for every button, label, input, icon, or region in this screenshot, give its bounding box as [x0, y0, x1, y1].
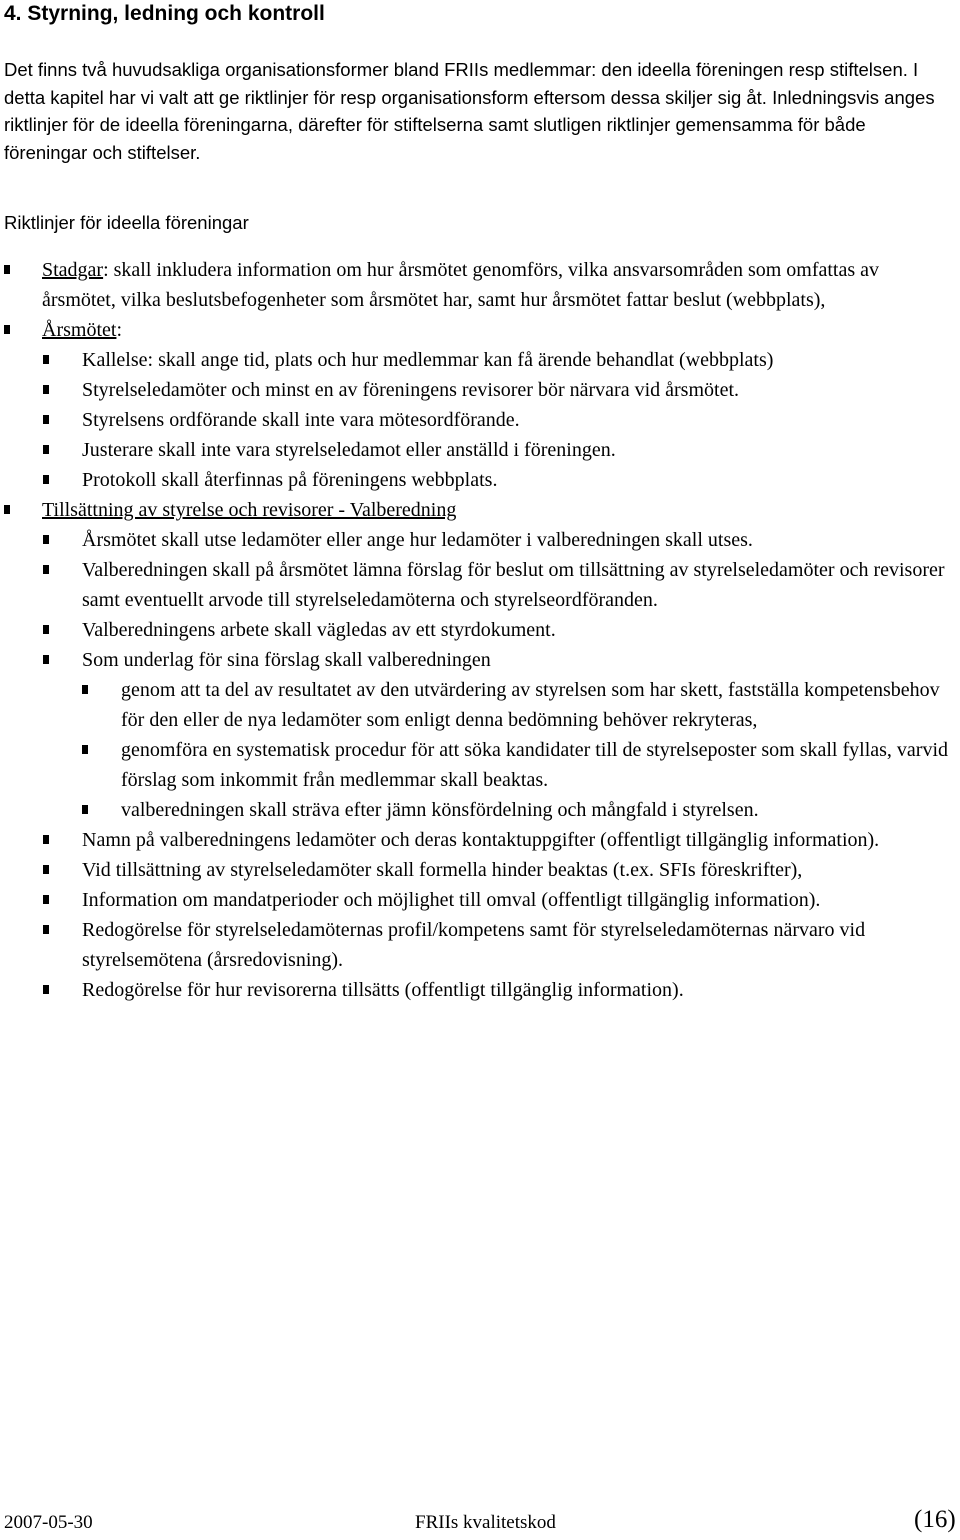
bullet-icon	[43, 625, 49, 634]
item-underlined: Årsmötet	[42, 319, 117, 341]
item-text: Namn på valberedningens ledamöter och deras kontaktuppgifter (offentligt tillgänglig information).	[82, 829, 880, 851]
list-item	[0, 795, 955, 825]
list-item	[0, 975, 955, 1005]
item-text: Redogörelse för styrelseledamöternas profil/kompetens samt för styrelseledamöternas närvaro vid styrelsemötena (årsredovisning).	[82, 919, 866, 971]
item-text: Valberedningen skall på årsmötet lämna förslag för beslut om tillsättning av styrelseledamöter och revisorer samt eventuellt arvode till styrelseledamöterna och styrelseordföranden.	[82, 559, 945, 611]
bullet-icon	[43, 985, 49, 994]
footer-title: FRIIs kvalitetskod	[415, 1512, 556, 1533]
intro-paragraph: Det finns två huvudsakliga organisationsformer bland FRIIs medlemmar: den ideella föreningen resp stiftelsen. I detta kapitel har vi valt att ge riktlinjer för resp organisationsform eftersom dessa skiljer sig åt. Inledningsvis anges riktlinjer för de ideella föreningarna, därefter för stiftelserna samt slutligen riktlinjer gemensamma för både föreningar och stiftelser.	[4, 59, 935, 163]
list-item	[0, 315, 955, 345]
bullet-icon	[43, 475, 49, 484]
bullet-icon	[43, 895, 49, 904]
bullet-icon	[82, 685, 88, 694]
guideline-list	[0, 255, 955, 1005]
subheading: Riktlinjer för ideella föreningar	[4, 212, 249, 233]
list-item	[0, 645, 955, 675]
bullet-icon	[4, 505, 10, 514]
item-text: Redogörelse för hur revisorerna tillsätts (offentligt tillgänglig information).	[82, 979, 684, 1001]
bullet-icon	[43, 385, 49, 394]
list-item	[0, 855, 955, 885]
item-text: Justerare skall inte vara styrelseledamot eller anställd i föreningen.	[82, 439, 616, 461]
footer-date: 2007-05-30	[4, 1512, 93, 1533]
bullet-icon	[82, 745, 88, 754]
bullet-icon	[4, 265, 10, 274]
section-heading: 4. Styrning, ledning och kontroll	[4, 2, 325, 25]
list-item	[0, 345, 955, 375]
item-text: genomföra en systematisk procedur för att söka kandidater till de styrelseposter som skall fyllas, varvid förslag som inkommit från medlemmar skall beaktas.	[121, 739, 949, 791]
item-text: Som underlag för sina förslag skall valberedningen	[82, 649, 491, 671]
item-text: Styrelsens ordförande skall inte vara mötesordförande.	[82, 409, 520, 431]
item-underlined: Tillsättning av styrelse och revisorer - Valberedning	[42, 499, 457, 521]
list-item	[0, 735, 955, 795]
list-item	[0, 495, 955, 525]
bullet-icon	[43, 565, 49, 574]
item-text: :	[116, 319, 122, 341]
list-item	[0, 885, 955, 915]
list-item	[0, 825, 955, 855]
bullet-icon	[43, 355, 49, 364]
list-item	[0, 375, 955, 405]
item-text: Årsmötet skall utse ledamöter eller ange hur ledamöter i valberedningen skall utses.	[82, 529, 753, 551]
bullet-icon	[43, 415, 49, 424]
bullet-icon	[43, 865, 49, 874]
item-text: Kallelse: skall ange tid, plats och hur medlemmar kan få ärende behandlat (webbplats)	[82, 349, 774, 371]
item-text: Information om mandatperioder och möjlighet till omval (offentligt tillgänglig information).	[82, 889, 821, 911]
list-item	[0, 465, 955, 495]
bullet-icon	[43, 655, 49, 664]
item-text: Protokoll skall återfinnas på föreningens webbplats.	[82, 469, 498, 491]
list-item	[0, 615, 955, 645]
bullet-icon	[82, 805, 88, 814]
item-text: Styrelseledamöter och minst en av föreningens revisorer bör närvara vid årsmötet.	[82, 379, 740, 401]
bullet-icon	[4, 325, 10, 334]
item-text: Vid tillsättning av styrelseledamöter skall formella hinder beaktas (t.ex. SFIs föreskrifter),	[82, 859, 803, 881]
list-item	[0, 915, 955, 975]
item-text: : skall inkludera information om hur årsmötet genomförs, vilka ansvarsområden som omfattas av årsmötet, vilka beslutsbefogenheter som årsmötet har, samt hur årsmötet fattar beslut (webbplats),	[42, 259, 880, 311]
list-item	[0, 405, 955, 435]
item-text: genom att ta del av resultatet av den utvärdering av styrelsen som har skett, fastställa kompetensbehov för den eller de nya ledamöter som enligt denna bedömning behöver rekryteras,	[121, 679, 940, 731]
item-text: valberedningen skall sträva efter jämn könsfördelning och mångfald i styrelsen.	[121, 799, 759, 821]
list-item	[0, 555, 955, 615]
bullet-icon	[43, 445, 49, 454]
list-item	[0, 255, 955, 315]
page-number: (16)	[914, 1506, 956, 1533]
list-item	[0, 675, 955, 735]
bullet-icon	[43, 535, 49, 544]
item-underlined: Stadgar	[42, 259, 104, 281]
bullet-icon	[43, 925, 49, 934]
list-item	[0, 525, 955, 555]
bullet-icon	[43, 835, 49, 844]
list-item	[0, 435, 955, 465]
item-text: Valberedningens arbete skall vägledas av ett styrdokument.	[82, 619, 556, 641]
